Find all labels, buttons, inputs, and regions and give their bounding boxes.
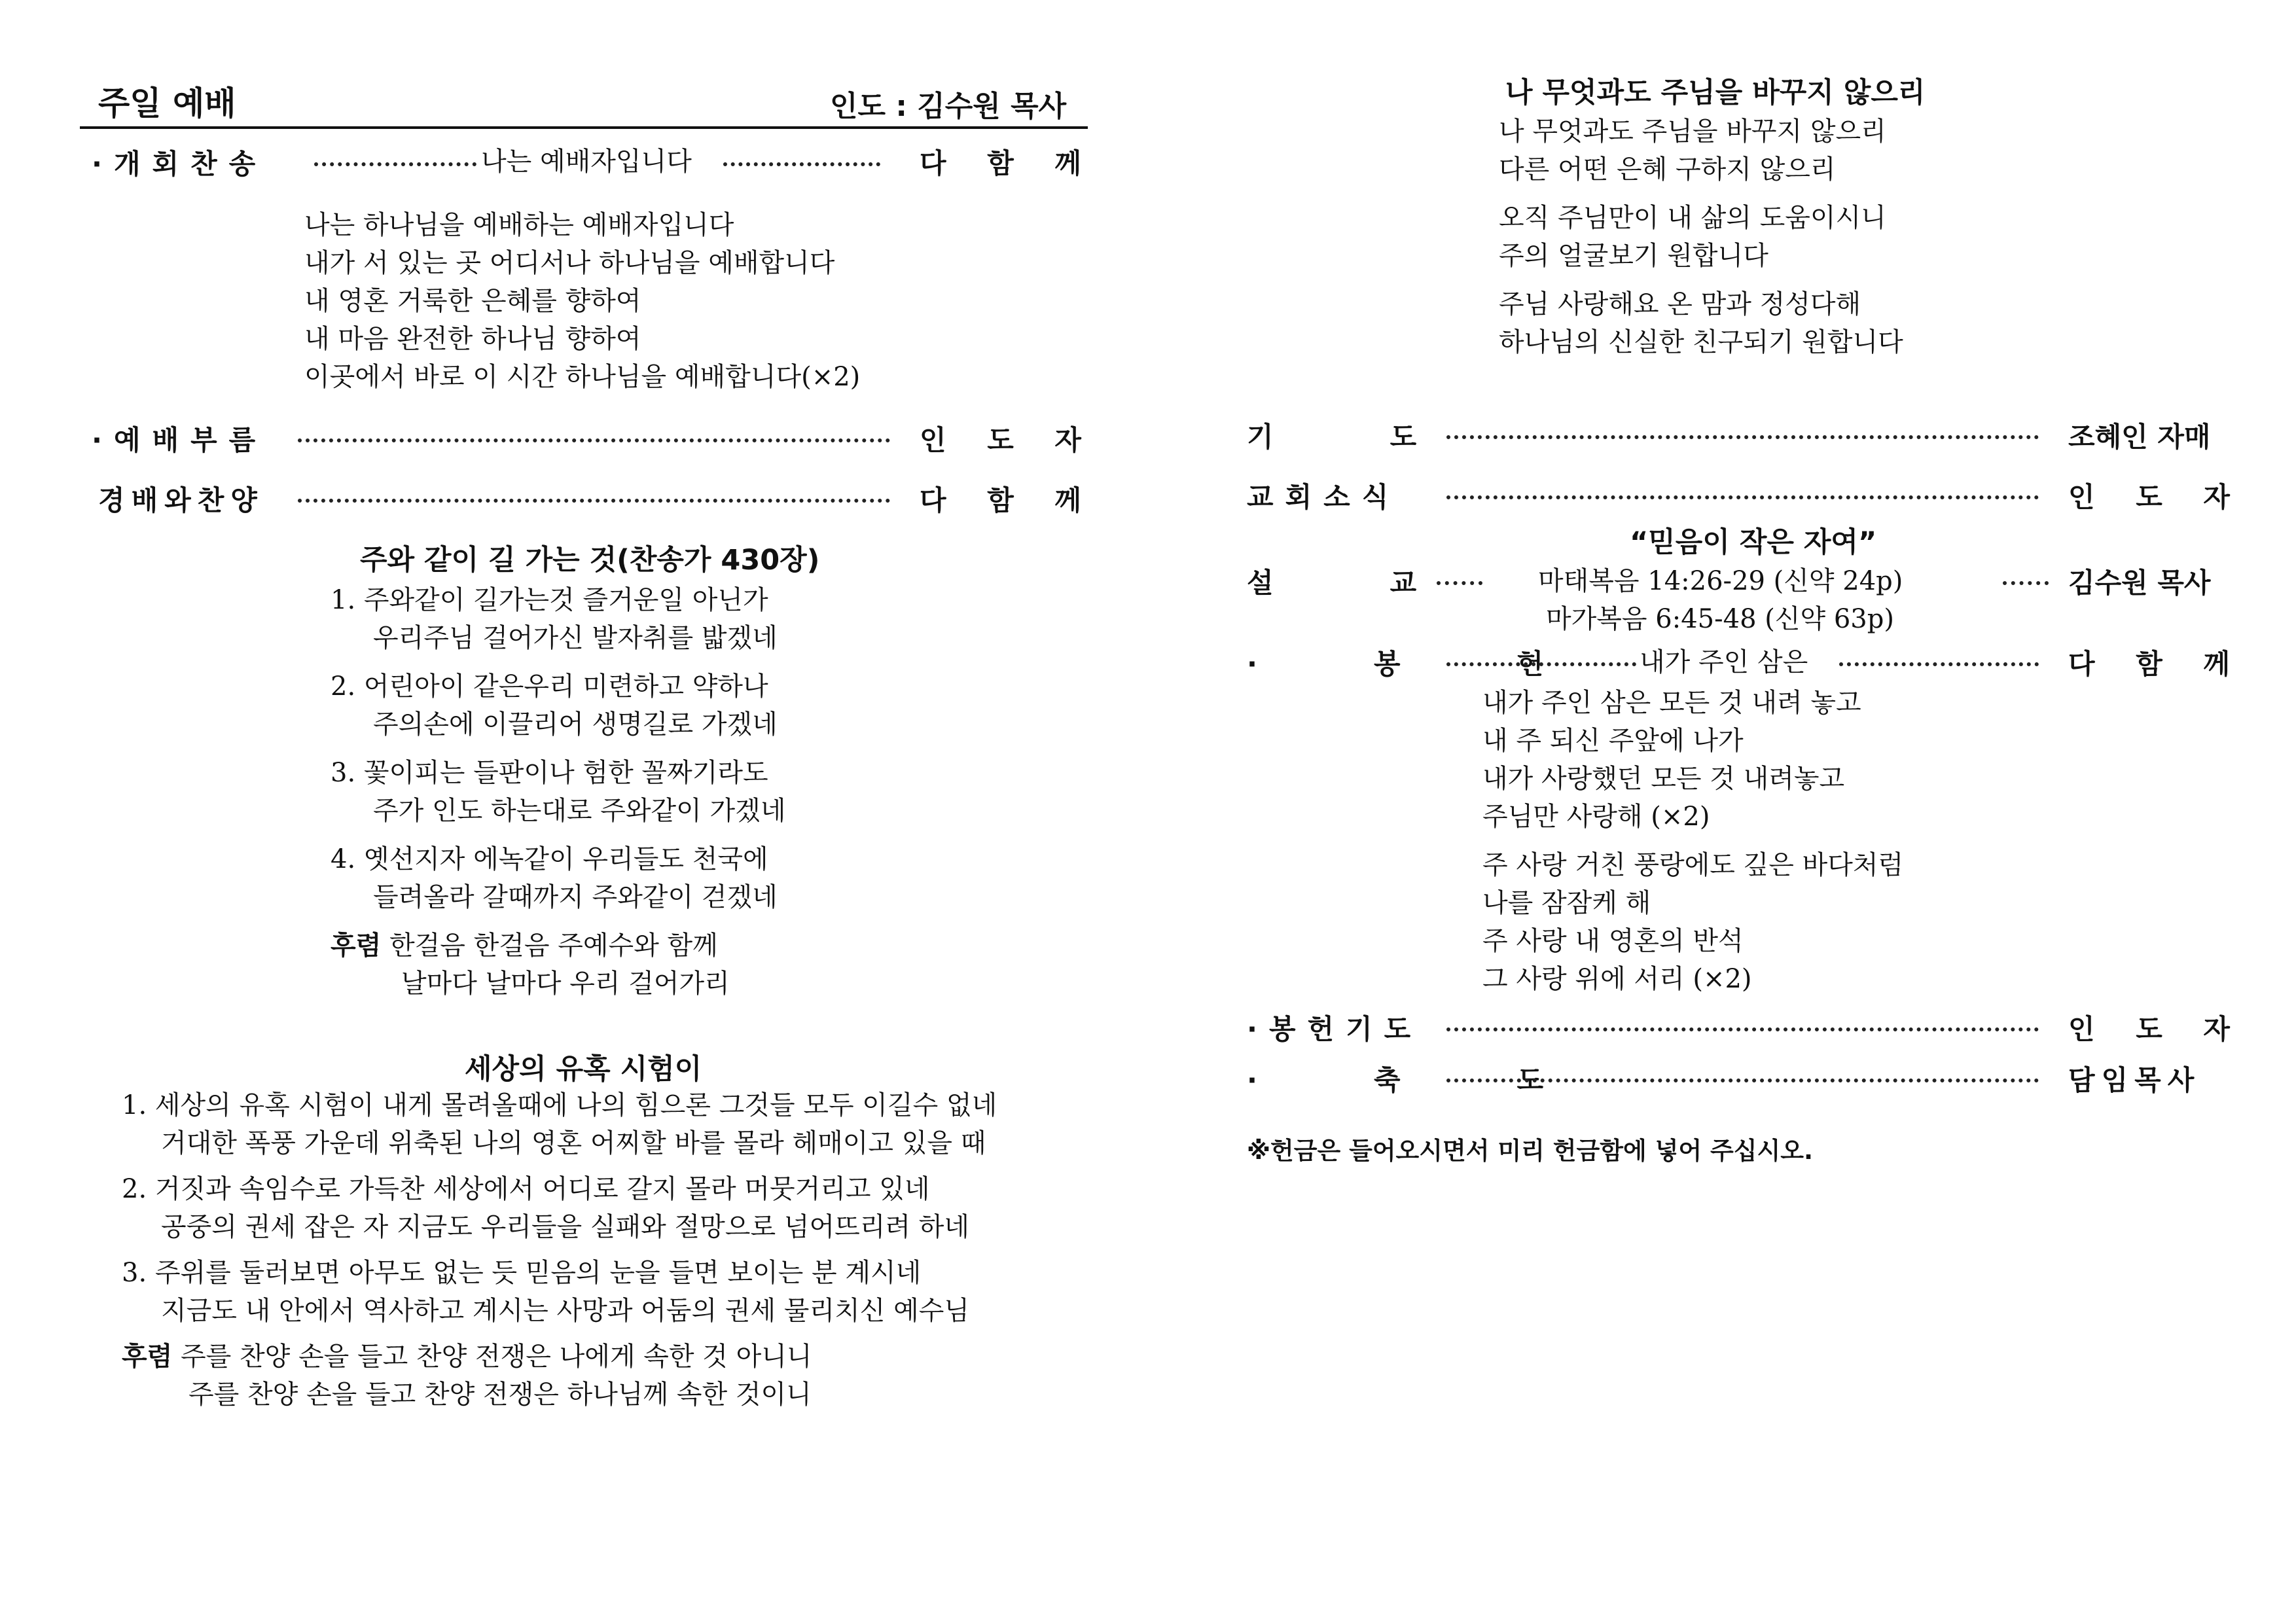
verse-line: 4. 옛선지자 에녹같이 우리들도 천국에 xyxy=(331,844,768,874)
verse-line: 2. 어린아이 같은우리 미련하고 약하나 xyxy=(331,671,768,702)
lyric-line: 이곳에서 바로 이 시간 하나님을 예배합니다(×2) xyxy=(304,362,861,392)
sermon-who: 김수원 목사 xyxy=(2068,567,2211,599)
leader-dots xyxy=(723,162,880,166)
lyric-line: 주님 사랑해요 온 맘과 정성다해 xyxy=(1499,289,1861,319)
offering-prayer-who: 인 도 자 xyxy=(2068,1013,2246,1045)
lyric-line: 내 영혼 거룩한 은혜를 향하여 xyxy=(304,286,641,316)
verse-line: 주가 인도 하는대로 주와같이 가겠네 xyxy=(373,796,786,826)
song1-title: 주와 같이 길 가는 것(찬송가 430장) xyxy=(360,544,820,577)
lyric-line: 그 사랑 위에 서리 (×2) xyxy=(1482,964,1752,994)
opening-song: 나는 예배자입니다 xyxy=(481,147,692,177)
offering-lyrics xyxy=(1482,684,1903,998)
leader-dots xyxy=(1446,435,2039,439)
verse-line: 우리주님 걸어가신 발자취를 밟겠네 xyxy=(373,623,778,653)
lyric-line: 내가 주인 삼은 모든 것 내려 놓고 xyxy=(1482,688,1861,718)
news-label: 교회소식 xyxy=(1247,481,1401,513)
verse-line: 1. 세상의 유혹 시험이 내게 몰려올때에 나의 힘으론 그것들 모두 이길수 없네 xyxy=(122,1090,997,1120)
call-label: ·예배부름 xyxy=(92,424,268,456)
service-title: 주일 예배 xyxy=(98,84,236,122)
offering-label: ·봉헌 xyxy=(1247,648,1660,680)
sermon-ref2: 마가복음 6:45-48 (신약 63p) xyxy=(1546,604,1894,634)
opening-lyrics xyxy=(304,206,860,396)
prayer-who: 조혜인 자매 xyxy=(2068,421,2211,453)
chorus-line: 한걸음 한걸음 주예수와 함께 xyxy=(389,931,718,961)
lyric-line: 다른 어떤 은혜 구하지 않으리 xyxy=(1499,154,1836,185)
benediction-who: 담임목사 xyxy=(2068,1064,2201,1096)
offering-song: 내가 주인 삼은 xyxy=(1640,647,1808,677)
lyric-line: 주 사랑 내 영혼의 반석 xyxy=(1482,926,1744,956)
worship-who: 다 함 께 xyxy=(920,484,1097,516)
sermon-label: 설교 xyxy=(1247,567,1534,599)
verse-line: 2. 거짓과 속임수로 가득찬 세상에서 어디로 갈지 몰라 머뭇거리고 있네 xyxy=(122,1174,930,1204)
prayer-label: 기도 xyxy=(1247,421,1534,453)
leader-dots xyxy=(1446,1079,2039,1082)
lyric-line: 주의 얼굴보기 원합니다 xyxy=(1499,241,1768,271)
song3-lyrics xyxy=(1499,113,1903,361)
lyric-line: 오직 주님만이 내 삶의 도움이시니 xyxy=(1499,203,1886,233)
offering-prayer-label: ·봉헌기도 xyxy=(1247,1013,1423,1045)
lyric-line: 내 마음 완전한 하나님 향하여 xyxy=(304,324,641,354)
lyric-line: 나 무엇과도 주님을 바꾸지 않으리 xyxy=(1499,116,1886,147)
verse-line: 들려올라 갈때까지 주와같이 걷겠네 xyxy=(373,882,778,912)
opening-who: 다 함 께 xyxy=(920,147,1097,179)
offering-who: 다 함 께 xyxy=(2068,648,2246,680)
leader-dots xyxy=(1446,1027,2039,1031)
header-rule xyxy=(80,126,1088,129)
leader-dots xyxy=(1446,495,2039,499)
call-who: 인 도 자 xyxy=(920,424,1097,456)
benediction-label: ·축도 xyxy=(1247,1064,1660,1096)
chorus-line: 주를 찬양 손을 들고 찬양 전쟁은 나에게 속한 것 아니니 xyxy=(181,1342,812,1372)
lyric-line: 나를 잠잠케 해 xyxy=(1482,888,1651,918)
lyric-line: 내 주 되신 주앞에 나가 xyxy=(1482,726,1744,756)
lyric-line: 내가 서 있는 곳 어디서나 하나님을 예배합니다 xyxy=(304,248,835,278)
leader-dots xyxy=(1839,662,2039,666)
sermon-title: “믿음이 작은 자여” xyxy=(1630,526,1877,559)
offering-notice: ※헌금은 들어오시면서 미리 헌금함에 넣어 주십시오. xyxy=(1247,1137,1814,1165)
verse-line: 주의손에 이끌리어 생명길로 가겠네 xyxy=(373,709,778,740)
leader-dots xyxy=(2003,581,2049,585)
lyric-line: 주 사랑 거친 풍랑에도 깊은 바다처럼 xyxy=(1482,850,1904,880)
lyric-line: 내가 사랑했던 모든 것 내려놓고 xyxy=(1482,764,1845,794)
lyric-line: 하나님의 신실한 친구되기 원합니다 xyxy=(1499,327,1903,357)
chorus-label: 후렴 xyxy=(331,931,382,961)
verse-line: 공중의 권세 잡은 자 지금도 우리들을 실패와 절망으로 넘어뜨리려 하네 xyxy=(161,1212,969,1242)
verse-line: 3. 주위를 둘러보면 아무도 없는 듯 믿음의 눈을 들면 보이는 분 계시네 xyxy=(122,1258,922,1288)
lyric-line: 나는 하나님을 예배하는 예배자입니다 xyxy=(304,210,734,240)
sermon-ref1: 마태복음 14:26-29 (신약 24p) xyxy=(1538,566,1903,596)
lyric-line: 주님만 사랑해 (×2) xyxy=(1482,802,1710,832)
song2-verses xyxy=(122,1086,997,1414)
leader-dots xyxy=(1437,581,1482,585)
leader-dots xyxy=(314,162,476,166)
chorus-line: 주를 찬양 손을 들고 찬양 전쟁은 하나님께 속한 것이니 xyxy=(188,1380,812,1410)
news-who: 인 도 자 xyxy=(2068,481,2246,513)
leader-dots xyxy=(298,438,890,442)
song1-verses xyxy=(331,581,785,1003)
song3-title: 나 무엇과도 주님을 바꾸지 않으리 xyxy=(1505,77,1926,109)
worship-label: 경배와찬양 xyxy=(98,484,264,516)
service-leader: 인도 : 김수원 목사 xyxy=(830,90,1067,123)
song2-title: 세상의 유혹 시험이 xyxy=(465,1053,702,1086)
leader-dots xyxy=(298,499,890,503)
chorus-line: 날마다 날마다 우리 걸어가리 xyxy=(401,969,730,999)
verse-line: 1. 주와같이 길가는것 즐거운일 아닌가 xyxy=(331,585,768,615)
verse-line: 3. 꽃이피는 들판이나 험한 꼴짜기라도 xyxy=(331,758,768,788)
chorus-label: 후렴 xyxy=(122,1342,173,1372)
opening-label: ·개회찬송 xyxy=(92,148,268,180)
verse-line: 지금도 내 안에서 역사하고 계시는 사망과 어둠의 권세 물리치신 예수님 xyxy=(161,1296,969,1326)
verse-line: 거대한 폭풍 가운데 위축된 나의 영혼 어찌할 바를 몰라 헤매이고 있을 때 xyxy=(161,1128,986,1158)
leader-dots xyxy=(1446,662,1636,666)
